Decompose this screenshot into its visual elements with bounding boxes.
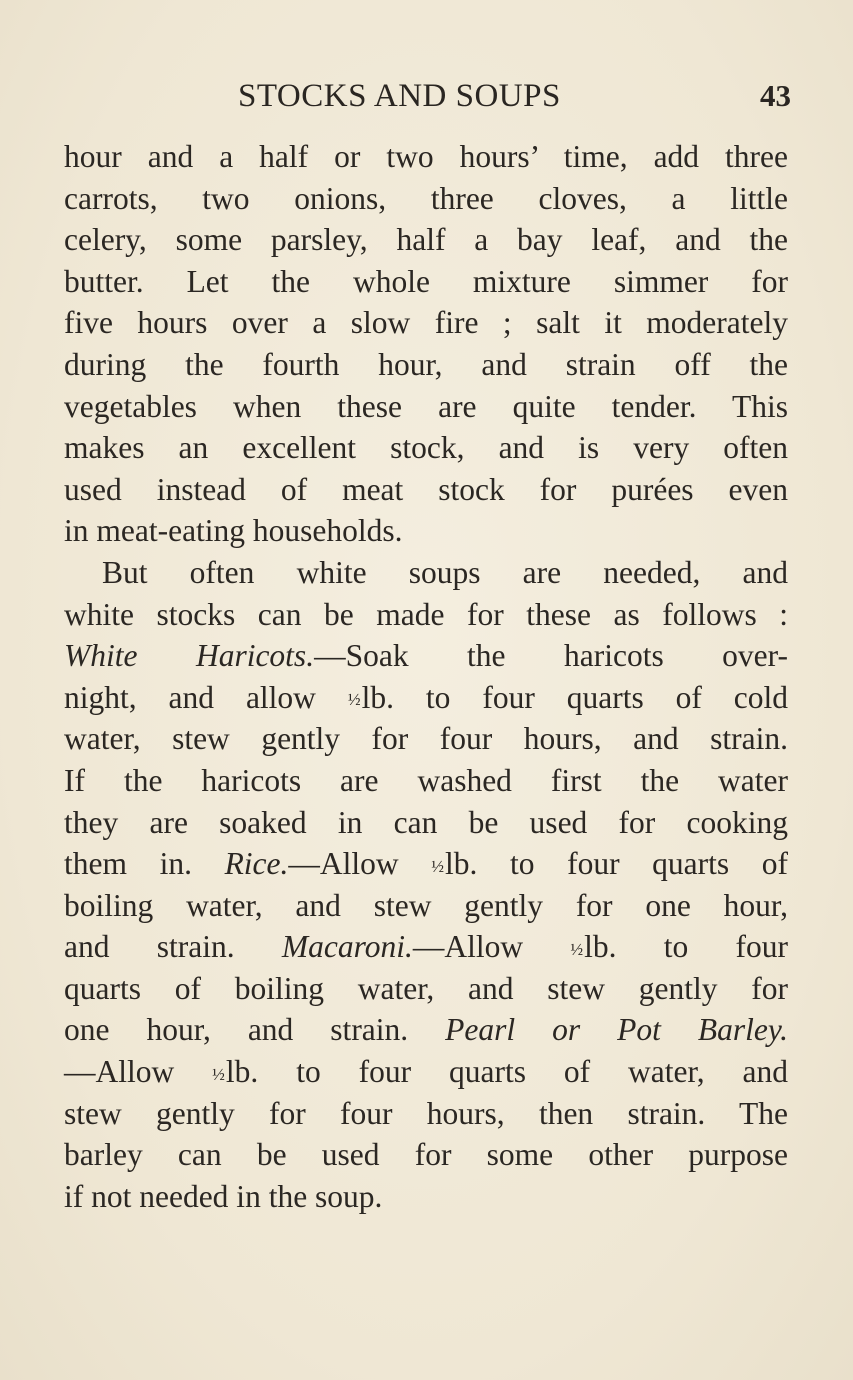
text-run: lb. to four quarts of cold: [361, 679, 789, 715]
text-line: carrots, two onions, three cloves, a little: [64, 180, 788, 216]
running-head: STOCKS AND SOUPS: [238, 78, 561, 114]
text-run: one hour, and strain.: [64, 1012, 446, 1048]
text-line: five hours over a slow fire ; salt it moderately: [64, 305, 788, 341]
text-line: [64, 677, 788, 719]
text-line: vegetables when these are quite tender. This: [64, 388, 788, 424]
fraction-half: ½: [431, 856, 445, 876]
text-line: they are soaked in can be used for cooking: [64, 804, 788, 840]
text-line: [64, 1009, 788, 1051]
text-line: stew gently for four hours, then strain. The: [64, 1095, 788, 1131]
text-line: water, stew gently for four hours, and strain.: [64, 721, 788, 757]
text-line: butter. Let the whole mixture simmer for: [64, 263, 788, 299]
text-line: [64, 1051, 788, 1093]
text-run: and strain.: [64, 929, 282, 965]
text-line: If the haricots are washed first the water: [64, 762, 788, 798]
italic-term-macaroni: Macaroni.: [281, 929, 413, 965]
text-run: —Allow: [64, 1054, 213, 1090]
text-line: barley can be used for some other purpose: [64, 1137, 788, 1173]
text-line: boiling water, and stew gently for one hour,: [64, 887, 788, 923]
text-run: —Allow: [288, 846, 432, 882]
text-line: white stocks can be made for these as follows :: [64, 596, 788, 632]
text-line: [64, 843, 788, 885]
text-line: makes an excellent stock, and is very often: [64, 430, 788, 466]
text-run: them in.: [64, 846, 225, 882]
text-line: [64, 926, 788, 968]
text-line: [64, 635, 788, 677]
page-header: [0, 74, 853, 118]
text-line: celery, some parsley, half a bay leaf, and the: [64, 222, 788, 258]
paragraph-1: [64, 136, 788, 552]
paragraph-2: [64, 552, 788, 1218]
text-line: in meat-eating households.: [64, 513, 403, 549]
italic-term-rice: Rice.: [224, 846, 289, 882]
text-run: lb. to four quarts of water, and: [225, 1054, 788, 1090]
body-text: [64, 136, 788, 1217]
text-run: lb. to four quarts of: [445, 846, 788, 882]
text-run: —Soak the haricots over-: [314, 638, 788, 674]
text-run: lb. to four: [584, 929, 789, 965]
text-run: —Allow: [412, 929, 571, 965]
page-number: 43: [760, 78, 791, 113]
text-line: quarts of boiling water, and stew gently for: [64, 970, 788, 1006]
text-line: used instead of meat stock for purées even: [64, 471, 788, 507]
text-run: night, and allow: [64, 679, 348, 715]
fraction-half: ½: [570, 940, 584, 960]
fraction-half: ½: [347, 690, 361, 710]
fraction-half: ½: [212, 1064, 225, 1084]
text-line: hour and a half or two hours’ time, add three: [64, 139, 788, 174]
text-line: during the fourth hour, and strain off the: [64, 346, 788, 382]
text-line: But often white soups are needed, and: [102, 554, 788, 590]
italic-term-white-haricots: White Haricots.: [64, 638, 315, 674]
text-line: if not needed in the soup.: [64, 1178, 383, 1214]
italic-term-pearl-barley: Pearl or Pot Barley.: [445, 1012, 788, 1048]
